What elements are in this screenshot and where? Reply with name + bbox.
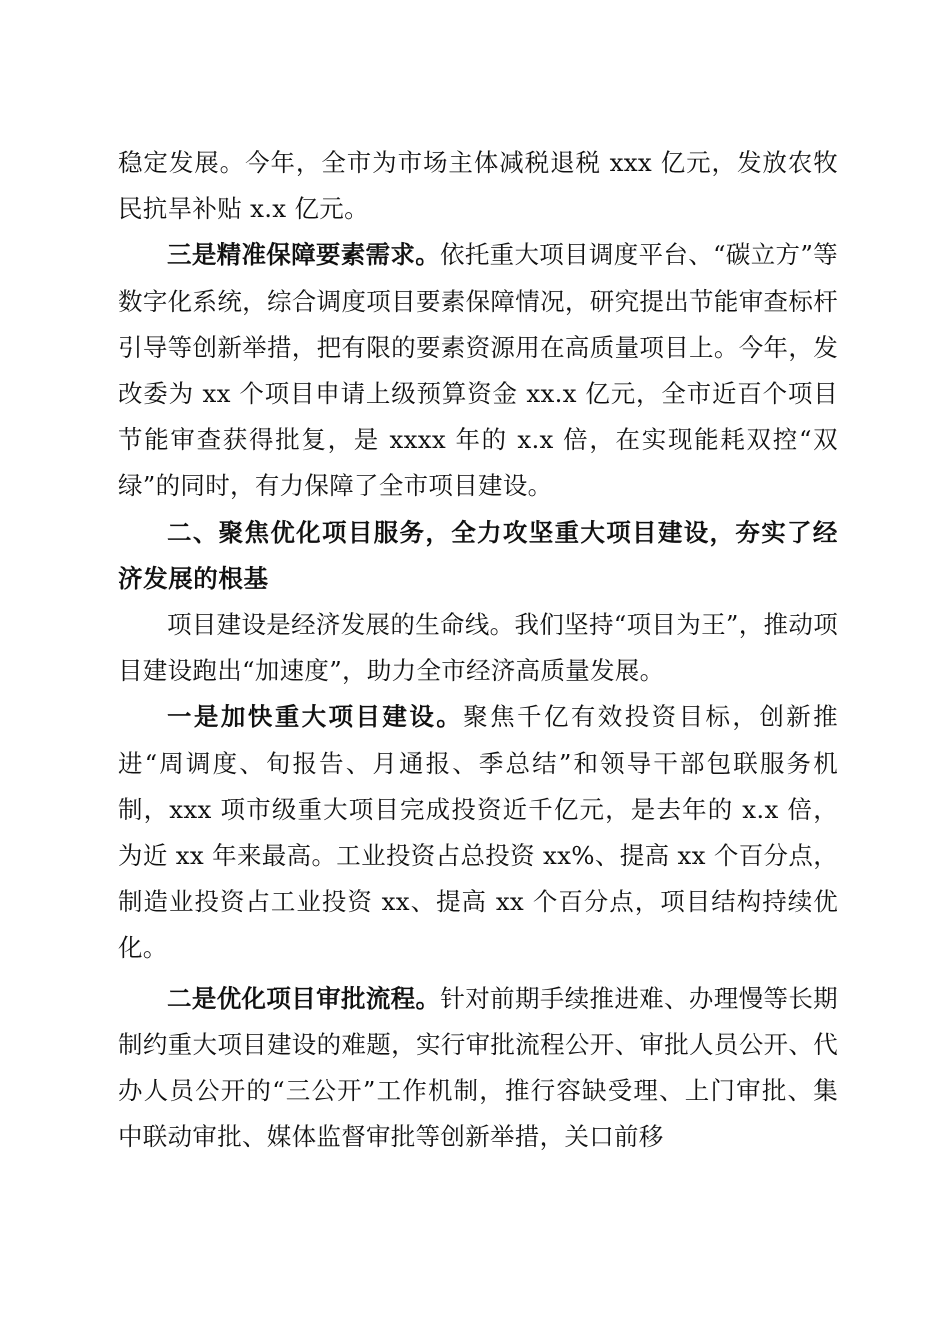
- paragraph-project-intro: [118, 602, 838, 694]
- paragraph-text: 稳定发展。今年，全市为市场主体减税退税 xxx 亿元，发放农牧民抗旱补贴 x.x 亿元。: [118, 148, 838, 224]
- paragraph-text: 依托重大项目调度平台、“碳立方”等数字化系统，综合调度项目要素保障情况，研究提出节能审查标杆引导等创新举措，把有限的要素资源用在高质量项目上。今年，发改委为 xx 个项目申请上级预算资金 xx.x 亿元，全市近百个项目节能审查获得批复，是 xxxx 年的 x.x 倍，在实现能耗双控“双绿”的同时，有力保障了全市项目建设。: [118, 240, 838, 501]
- document-body: [118, 140, 838, 1160]
- section-heading-text: 二、聚焦优化项目服务，全力攻坚重大项目建设，夯实了经济发展的根基: [118, 517, 838, 593]
- paragraph-text: 针对前期手续推进难、办理慢等长期制约重大项目建设的难题，实行审批流程公开、审批人员公开、代办人员公开的“三公开”工作机制，推行容缺受理、上门审批、集中联动审批、媒体监督审批等创新举措，关口前移: [118, 983, 838, 1152]
- paragraph-lead: 二是优化项目审批流程。: [167, 983, 441, 1013]
- paragraph-text: 项目建设是经济发展的生命线。我们坚持“项目为王”，推动项目建设跑出“加速度”，助力全市经济高质量发展。: [118, 610, 838, 686]
- paragraph-lead: 三是精准保障要素需求。: [167, 240, 441, 270]
- paragraph-factor-guarantee: [118, 232, 838, 509]
- paragraph-text: 聚焦千亿有效投资目标，创新推进“周调度、旬报告、月通报、季总结”和领导干部包联服务机制，xxx 项市级重大项目完成投资近千亿元，是去年的 x.x 倍，为近 xx 年来最高。工业投资占总投资 xx%、提高 xx 个百分点，制造业投资占工业投资 xx、提高 xx 个百分点，项目结构持续优化。: [118, 702, 838, 963]
- paragraph-major-projects: [118, 694, 838, 971]
- paragraph-lead: 一是加快重大项目建设。: [167, 702, 464, 732]
- section-heading: [118, 510, 838, 602]
- paragraph-continuation: [118, 140, 838, 232]
- paragraph-approval-process: [118, 976, 838, 1161]
